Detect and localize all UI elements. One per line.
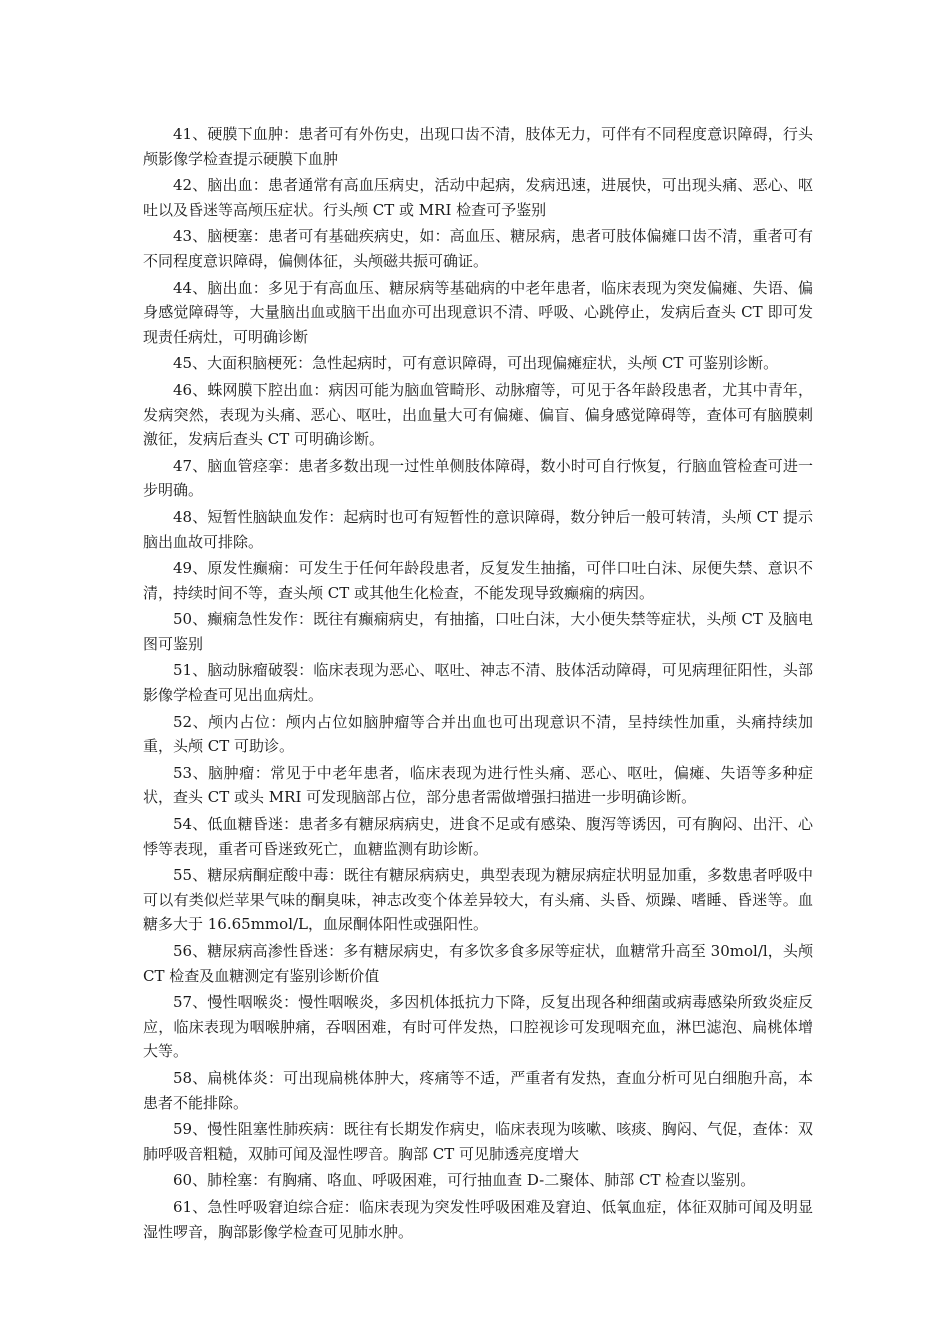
- entry-50: 50、癫痫急性发作：既往有癫痫病史，有抽搐，口吐白沫，大小便失禁等症状，头颅 CT 及脑电图可鉴别: [143, 610, 813, 653]
- entry-43: 43、脑梗塞：患者可有基础疾病史，如：高血压、糖尿病，患者可肢体偏瘫口齿不清，重者可有不同程度意识障碍，偏侧体征，头颅磁共振可确证。: [143, 227, 813, 270]
- entry-52: 52、颅内占位：颅内占位如脑肿瘤等合并出血也可出现意识不清，呈持续性加重，头痛持续加重，头颅 CT 可助诊。: [143, 712, 813, 756]
- entry-55: 55、糖尿病酮症酸中毒：既往有糖尿病病史，典型表现为糖尿病症状明显加重，多数患者呼吸中可以有类似烂苹果气味的酮臭味，神志改变个体差异较大，有头痛、头昏、烦躁、嗜睡、昏迷等。血糖多大于 16.65mmol/L，血尿酮体阳性或强阳性。: [143, 866, 813, 934]
- entry-57: 57、慢性咽喉炎：慢性咽喉炎，多因机体抵抗力下降，反复出现各种细菌或病毒感染所致炎症反应，临床表现为咽喉肿痛，吞咽困难，有时可伴发热，口腔视诊可发现咽充血，淋巴滤泡、扁桃体增大等。: [143, 993, 813, 1061]
- entry-51: 51、脑动脉瘤破裂：临床表现为恶心、呕吐、神志不清、肢体活动障碍，可见病理征阳性，头部影像学检查可见出血病灶。: [143, 661, 813, 705]
- document-body: [143, 122, 813, 1246]
- entry-45: 45、大面积脑梗死：急性起病时，可有意识障碍，可出现偏瘫症状，头颅 CT 可鉴别诊断。: [173, 354, 779, 373]
- entry-56: 56、糖尿病高渗性昏迷：多有糖尿病史，有多饮多食多尿等症状，血糖常升高至 30mol/l，头颅 CT 检查及血糖测定有鉴别诊断价值: [143, 942, 813, 985]
- entry-48: 48、短暂性脑缺血发作：起病时也可有短暂性的意识障碍，数分钟后一般可转清，头颅 CT 提示脑出血故可排除。: [143, 507, 813, 551]
- entry-54: 54、低血糖昏迷：患者多有糖尿病病史，进食不足或有感染、腹泻等诱因，可有胸闷、出汗、心悸等表现，重者可昏迷致死亡，血糖监测有助诊断。: [143, 815, 813, 858]
- entry-61: 61、急性呼吸窘迫综合症：临床表现为突发性呼吸困难及窘迫、低氧血症，体征双肺可闻及明显湿性啰音，胸部影像学检查可见肺水肿。: [143, 1197, 813, 1241]
- entry-47: 47、脑血管痉挛：患者多数出现一过性单侧肢体障碍，数小时可自行恢复，行脑血管检查可进一步明确。: [143, 456, 813, 500]
- entry-41: 41、硬膜下血肿：患者可有外伤史，出现口齿不清，肢体无力，可伴有不同程度意识障碍，行头颅影像学检查提示硬膜下血肿: [143, 125, 813, 168]
- entry-42: 42、脑出血：患者通常有高血压病史，活动中起病，发病迅速，进展快，可出现头痛、恶心、呕吐以及昏迷等高颅压症状。行头颅 CT 或 MRI 检查可予鉴别: [143, 176, 813, 219]
- entry-59: 59、慢性阻塞性肺疾病：既往有长期发作病史，临床表现为咳嗽、咳痰、胸闷、气促，查体：双肺呼吸音粗糙，双肺可闻及湿性啰音。胸部 CT 可见肺透亮度增大: [143, 1120, 813, 1163]
- entry-60: 60、肺栓塞：有胸痛、咯血、呼吸困难，可行抽血查 D-二聚体、肺部 CT 检查以鉴别。: [173, 1171, 756, 1190]
- entry-53: 53、脑肿瘤：常见于中老年患者，临床表现为进行性头痛、恶心、呕吐，偏瘫、失语等多种症状，查头 CT 或头 MRI 可发现脑部占位，部分患者需做增强扫描进一步明确诊断。: [143, 763, 813, 807]
- entry-49: 49、原发性癫痫：可发生于任何年龄段患者，反复发生抽搐，可伴口吐白沫、尿便失禁、意识不清，持续时间不等，查头颅 CT 或其他生化检查，不能发现导致癫痫的病因。: [143, 559, 813, 602]
- entry-58: 58、扁桃体炎：可出现扁桃体肿大，疼痛等不适，严重者有发热，查血分析可见白细胞升高，本患者不能排除。: [143, 1068, 813, 1112]
- entry-46: 46、蛛网膜下腔出血：病因可能为脑血管畸形、动脉瘤等，可见于各年龄段患者，尤其中青年，发病突然，表现为头痛、恶心、呕吐，出血量大可有偏瘫、偏盲、偏身感觉障碍等，查体可有脑膜刺激征，发病后查头 CT 可明确诊断。: [143, 380, 813, 449]
- entry-44: 44、脑出血：多见于有高血压、糖尿病等基础病的中老年患者，临床表现为突发偏瘫、失语、偏身感觉障碍等，大量脑出血或脑干出血亦可出现意识不清、呼吸、心跳停止，发病后查头 CT 即可发现责任病灶，可明确诊断: [143, 278, 813, 346]
